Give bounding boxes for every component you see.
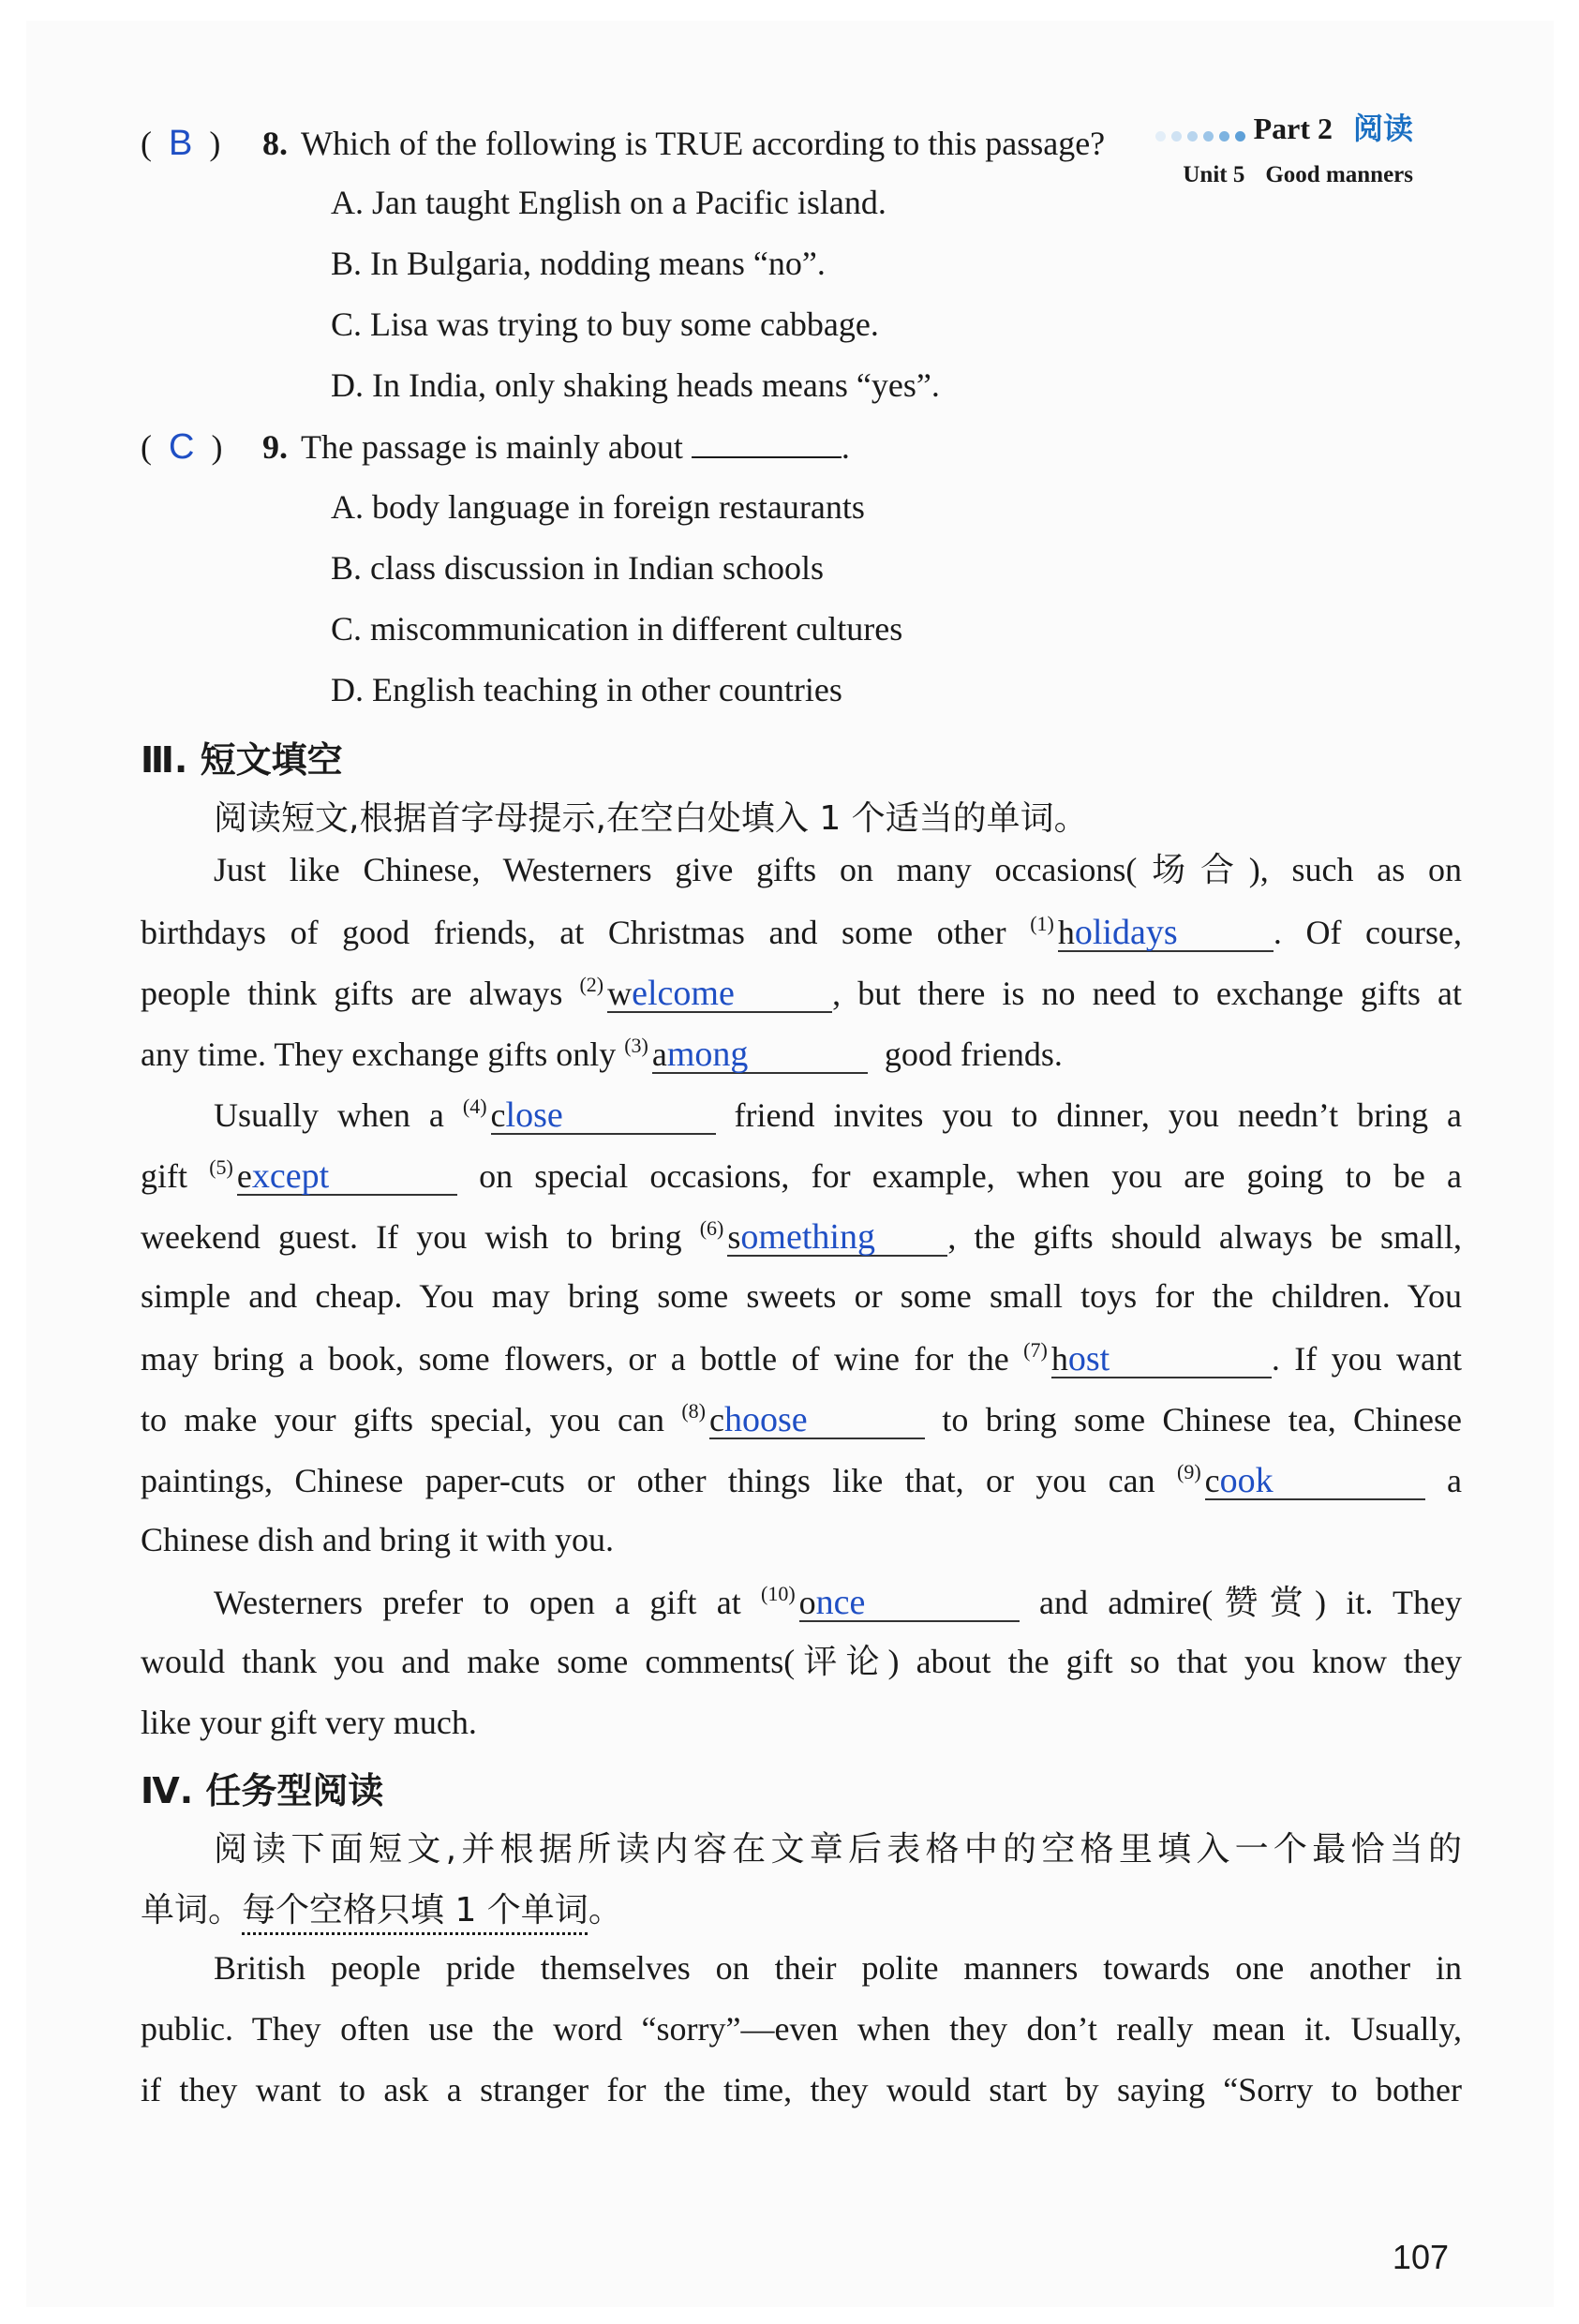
header-dot-icon: [1235, 131, 1245, 142]
question-number-9: 9.: [262, 428, 288, 466]
section-4-instruction-1: 阅读下面短文,并根据所读内容在文章后表格中的空格里填入一个最恰当的: [214, 1830, 1462, 1869]
blank-1[interactable]: holidays: [1058, 915, 1274, 952]
blank-1-answer: olidays: [1074, 913, 1178, 952]
blank-5-answer: xcept: [251, 1156, 330, 1196]
answer-blank-9: [692, 430, 842, 458]
q9-option-b: B. class discussion in Indian schools: [331, 549, 824, 587]
s3-line-3: people think gifts are always $^{(2)}$ welcome , but there is no need to exchange gifts at: [141, 973, 1462, 1013]
blank-9[interactable]: cook: [1205, 1463, 1425, 1500]
q8-option-d: D. In India, only shaking heads means “yes”.: [331, 366, 940, 404]
blank-9-answer: ook: [1219, 1461, 1274, 1500]
blank-6[interactable]: something: [727, 1219, 947, 1257]
decorative-dots: [1153, 114, 1248, 149]
answer-bracket-9: ( C ): [141, 427, 223, 467]
section-4-title: Ⅳ. 任务型阅读: [141, 1770, 384, 1811]
answer-bracket-8: ( B ): [141, 124, 221, 163]
s4-line-1: British people pride themselves on their polite manners towards one another in: [214, 1949, 1462, 1987]
s3-line-12: Chinese dish and bring it with you.: [141, 1521, 614, 1558]
s3-line-8: simple and cheap. You may bring some sweets or some small toys for the children. You: [141, 1277, 1462, 1315]
section-3-title: Ⅲ. 短文填空: [141, 739, 343, 781]
q8-option-c: C. Lisa was trying to buy some cabbage.: [331, 305, 879, 343]
s3-line-2: birthdays of good friends, at Christmas and some other $^{(1)}$ holidays . Of course,: [141, 912, 1462, 952]
answer-8: B: [169, 124, 193, 163]
q8-option-a: A. Jan taught English on a Pacific island.: [331, 184, 886, 221]
question-number-8: 8.: [262, 125, 288, 162]
header-dot-icon: [1171, 131, 1182, 142]
running-header: [1153, 105, 1413, 188]
s3-line-6: gift $^{(5)}$ except on special occasions, for example, when you are going to be a: [141, 1155, 1462, 1196]
header-dot-icon: [1219, 131, 1229, 142]
s3-line-9: may bring a book, some flowers, or a bottle of wine for the $^{(7)}$ host . If you want: [141, 1338, 1463, 1378]
s4-line-2: public. They often use the word “sorry”—even when they don’t really mean it. Usually,: [141, 2010, 1462, 2048]
blank-10[interactable]: once: [799, 1585, 1020, 1622]
s3-line-14: would thank you and make some comments(评论) about the gift so that you know they: [141, 1643, 1462, 1680]
page: [26, 21, 1554, 2307]
s3-line-15: like your gift very much.: [141, 1704, 477, 1741]
blank-10-answer: nce: [815, 1583, 866, 1622]
s3-line-1: Just like Chinese, Westerners give gifts on many occasions(场合), such as on: [214, 851, 1462, 888]
header-unit-title: Good manners: [1265, 162, 1413, 188]
section-4-instruction-2: 单词。每个空格只填 1 个单词。: [141, 1891, 622, 1929]
question-stem-8: Which of the following is TRUE according to this passage?: [301, 125, 1106, 162]
blank-8[interactable]: choose: [709, 1402, 925, 1439]
question-stem-9: The passage is mainly about: [301, 428, 683, 466]
blank-3-answer: mong: [666, 1035, 749, 1074]
question-9: ( C ) 9. The passage is mainly about .: [141, 427, 850, 467]
blank-7-answer: ost: [1067, 1339, 1110, 1378]
s3-line-13: Westerners prefer to open a gift at $^{(10)}$ once and admire(赞赏) it. They: [214, 1582, 1463, 1622]
question-8: [141, 126, 1105, 161]
blank-3[interactable]: among: [652, 1036, 868, 1074]
emphasis-dotted: 每个空格只填 1 个单词: [242, 1891, 588, 1929]
page-number: 107: [1392, 2238, 1449, 2276]
blank-2-answer: elcome: [632, 974, 735, 1013]
s3-line-10: to make your gifts special, you can $^{(8)}$ choose to bring some Chinese tea, Chinese: [141, 1399, 1463, 1439]
header-part: Part 2: [1253, 112, 1333, 145]
blank-4-answer: lose: [505, 1095, 563, 1135]
q9-option-a: A. body language in foreign restaurants: [331, 488, 865, 526]
q9-option-c: C. miscommunication in different cultures: [331, 610, 903, 648]
q9-option-d: D. English teaching in other countries: [331, 671, 842, 708]
header-dot-icon: [1155, 131, 1166, 142]
s3-line-5: Usually when a $^{(4)}$ close friend invites you to dinner, you needn’t bring a: [214, 1095, 1463, 1135]
header-unit: Unit 5: [1183, 162, 1245, 188]
s4-line-3: if they want to ask a stranger for the time, they would start by saying “Sorry to bother: [141, 2071, 1462, 2108]
blank-5[interactable]: except: [237, 1158, 457, 1196]
header-dot-icon: [1187, 131, 1198, 142]
answer-9: C: [169, 427, 195, 467]
blank-4[interactable]: close: [491, 1097, 716, 1135]
s3-line-4: any time. They exchange gifts only $^{(3)}$ among good friends.: [141, 1034, 1063, 1074]
blank-8-answer: hoose: [723, 1400, 808, 1439]
header-dot-icon: [1203, 131, 1214, 142]
blank-7[interactable]: host: [1051, 1341, 1272, 1378]
header-section-cn: 阅读: [1352, 111, 1413, 146]
s3-line-7: weekend guest. If you wish to bring $^{(6)}$ something , the gifts should always be small,: [141, 1216, 1463, 1257]
section-3-instruction: 阅读短文,根据首字母提示,在空白处填入 1 个适当的单词。: [214, 799, 1088, 838]
s3-line-11: paintings, Chinese paper-cuts or other things like that, or you can $^{(9)}$ cook a: [141, 1460, 1462, 1500]
blank-6-answer: omething: [740, 1217, 875, 1257]
q8-option-b: B. In Bulgaria, nodding means “no”.: [331, 245, 826, 282]
blank-2[interactable]: welcome: [607, 976, 832, 1013]
